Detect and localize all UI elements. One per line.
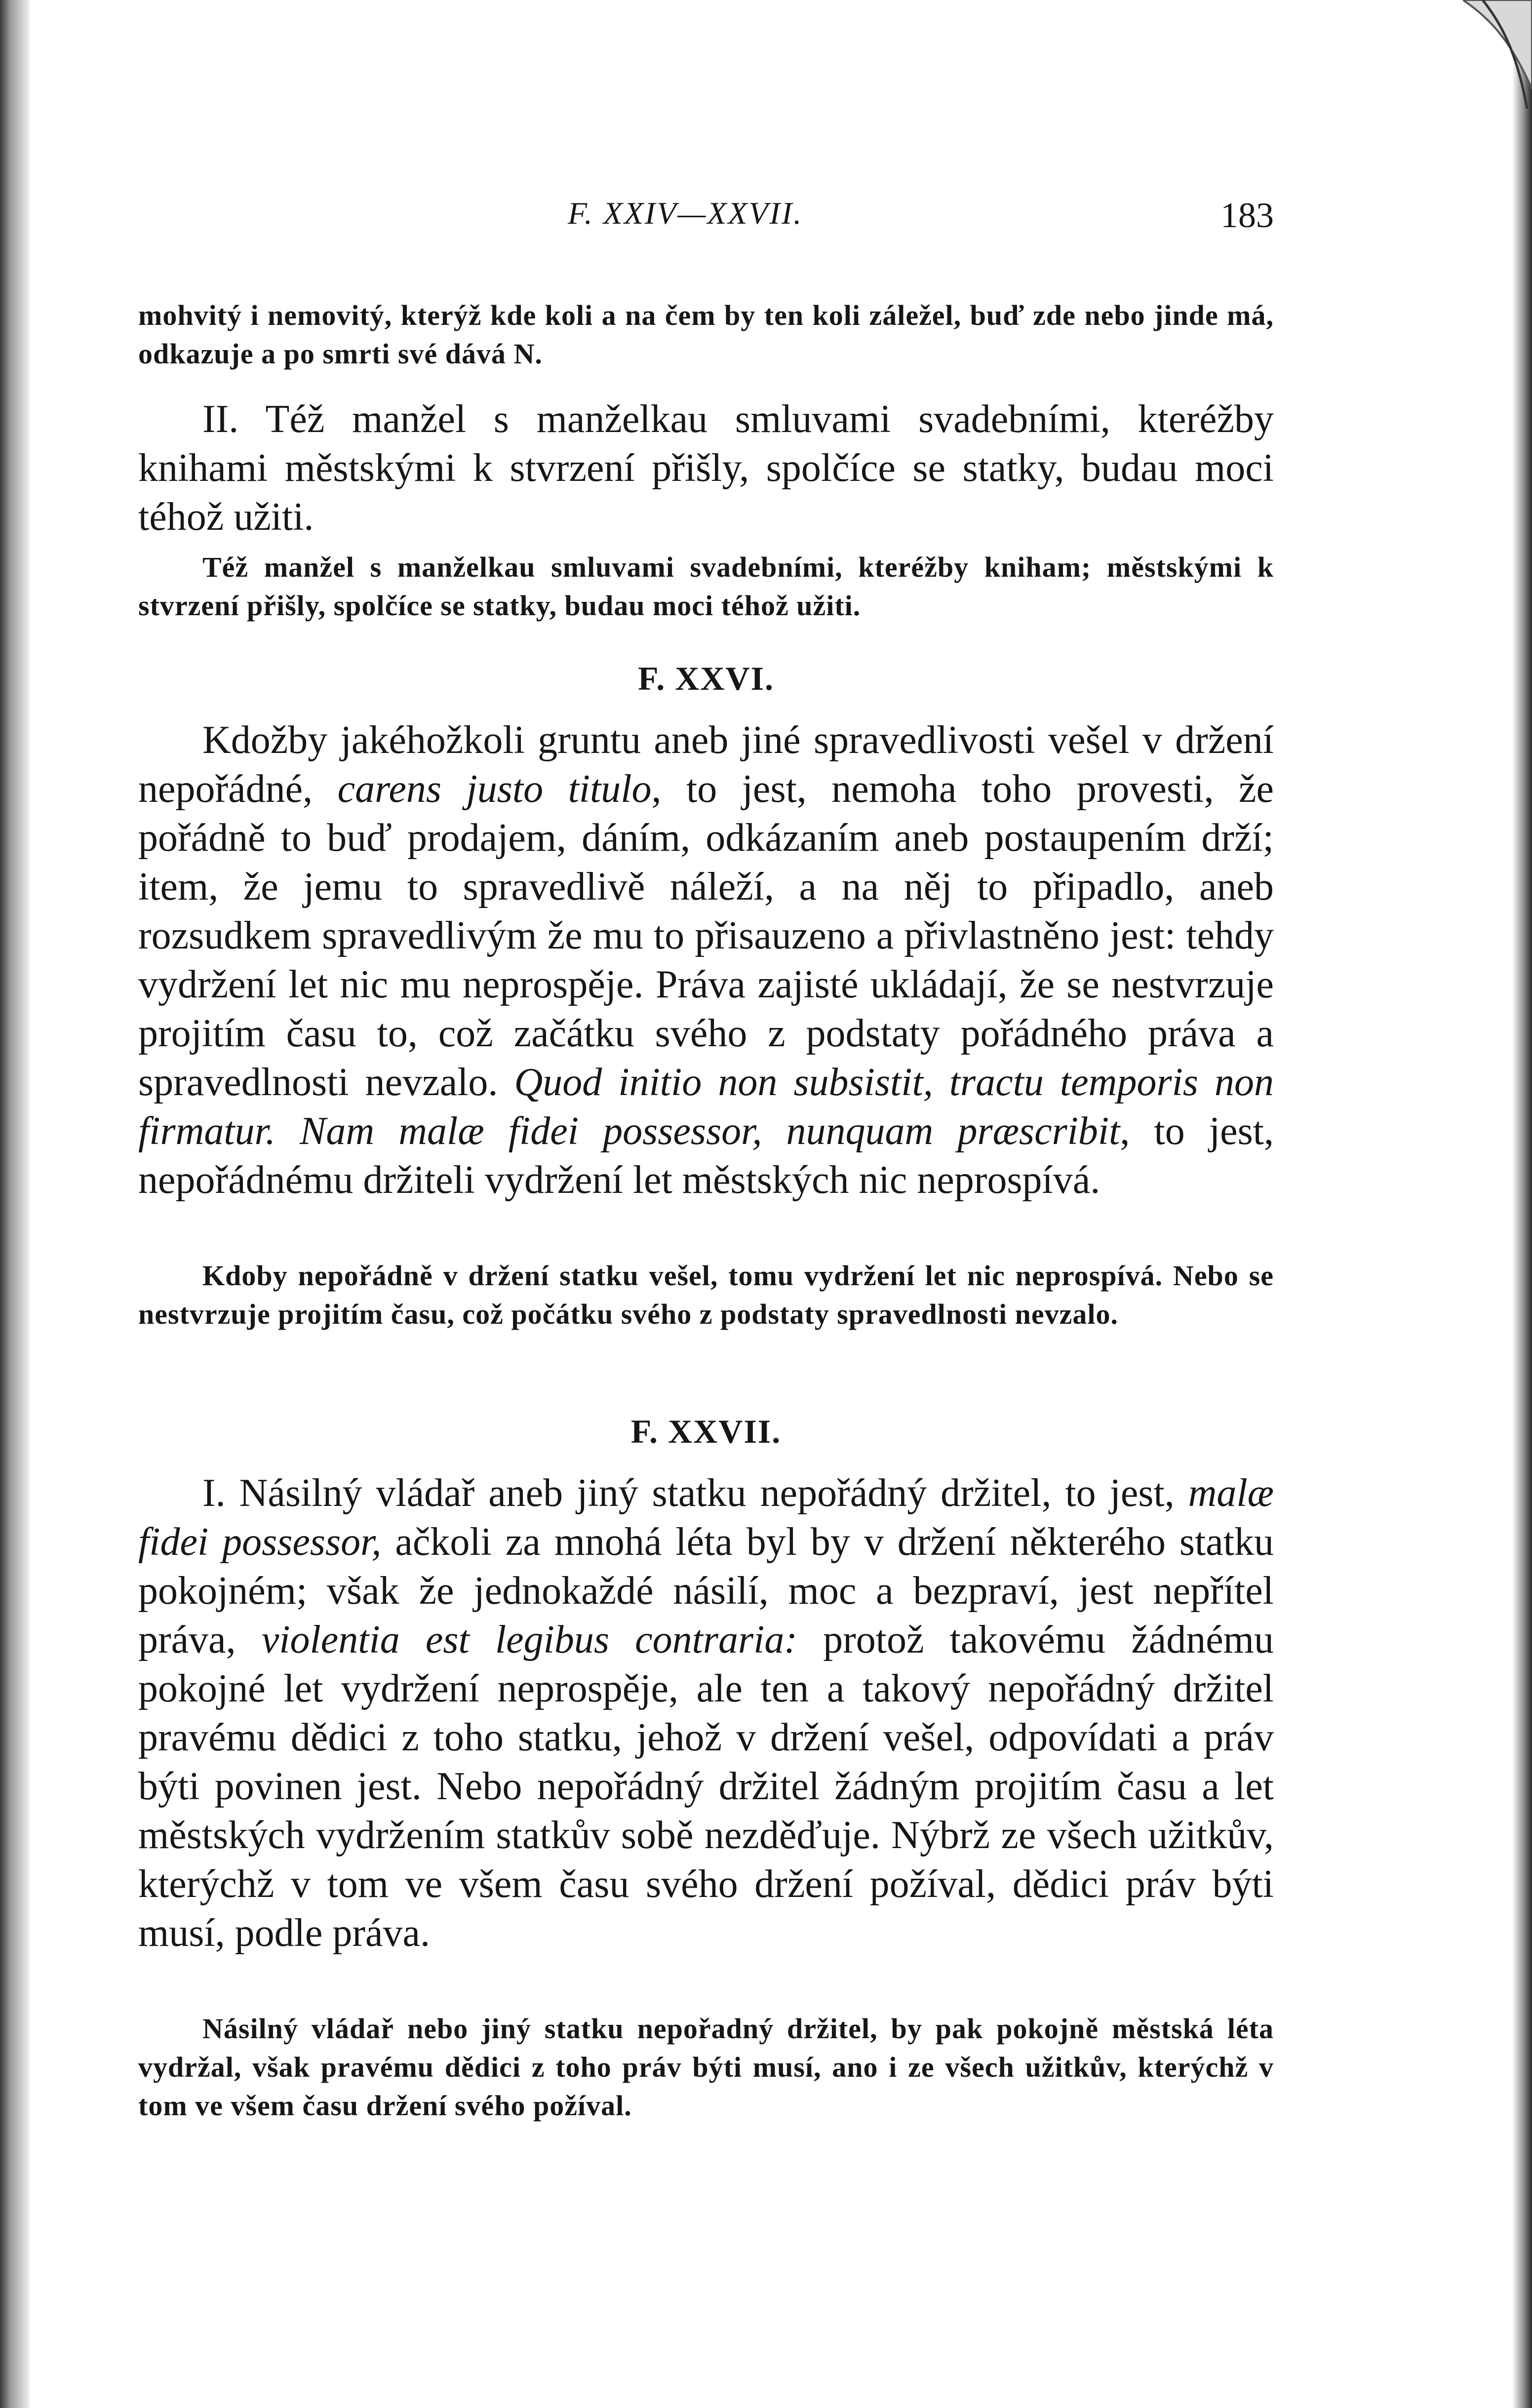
f27-note — [138, 2010, 1274, 2125]
f26-note — [138, 1257, 1274, 1334]
f27-note-text: Násilný vládař nebo jiný statku nepořadný držitel, by pak pokojně městská léta vydržal, však pravému dědici z toho práv býti musí, ano i ze všech užitkův, kterýchž v tom ve všem času držení svého požíval. — [138, 2013, 1274, 2122]
f26-text-1: Kdožby jakéhožkoli gruntu aneb jiné spravedlivosti vešel v držení nepořádné, — [138, 718, 1274, 811]
f27-text-3: protož takovému žádnému pokojné let vydržení neprospěje, ale ten a takový nepořádný držitel pravému dědici z toho statku, jehož v držení vešel, odpovídati a práv býti povinen jest. Nebo nepořádný držitel žádným projitím času a let městských vydržením statkův sobě nezděďuje. Nýbrž ze všech užitkův, kterýchž v tom ve všem času svého držení požíval, dědici práv býti musí, podle práva. — [138, 1618, 1274, 1955]
f27-body — [138, 1469, 1274, 1958]
continuation-note-text: mohvitý i nemovitý, kterýž kde koli a na čem by ten koli záležel, buď zde nebo jinde má, odkazuje a po smrti své dává N. — [138, 299, 1274, 370]
f26-text-3: , to jest, nepořádnému držiteli vydržení let městských nic neprospívá. — [138, 1109, 1274, 1202]
section-2-text: II. Též manžel s manželkau smluvami svadebními, kteréžby knihami městskými k stvrzení přišly, spolčíce se statky, budau moci téhož užiti. — [138, 397, 1274, 539]
f26-latin-1: carens justo titulo — [337, 767, 652, 811]
right-page-edge — [1512, 0, 1532, 2408]
f27-text-2: ačkoli za mnohá léta byl by v držení některého statku pokojném; však že jednokaždé násilí, moc a bezpraví, jest nepřítel práva, — [138, 1520, 1274, 1661]
f27-latin-1: malæ fidei possessor, — [138, 1471, 1274, 1564]
running-head — [138, 195, 1274, 244]
page-number: 183 — [1220, 196, 1274, 235]
corner-fold-mark — [1463, 0, 1532, 109]
f27-latin-2: violentia est legibus contraria: — [261, 1618, 797, 1661]
section-2-note-text: Též manžel s manželkau smluvami svadebními, kteréžby kniham; městskými k stvrzení přišly, spolčíce se statky, budau moci téhož užiti. — [138, 551, 1274, 622]
continuation-note — [138, 296, 1274, 373]
f27-paragraph — [138, 1469, 1274, 1958]
f26-latin-2: Quod initio non subsistit, tractu temporis non firmatur. Nam malæ fidei possessor, nunquam præscribit — [138, 1061, 1274, 1153]
left-scan-shadow — [0, 0, 30, 2408]
f26-heading — [138, 659, 1274, 698]
f26-body — [138, 716, 1274, 1205]
section-2 — [138, 395, 1274, 542]
f26-title: F. XXVI. — [637, 660, 775, 697]
f26-note-text: Kdoby nepořádně v držení statku vešel, tomu vydržení let nic neprospívá. Nebo se nestvrzuje projitím času, což počátku svého z podstaty spravedlnosti nevzalo. — [138, 1260, 1274, 1330]
f26-paragraph — [138, 716, 1274, 1205]
section-2-note — [138, 548, 1274, 625]
f26-text-2: , to jest, nemoha toho provesti, že pořádně to buď prodajem, dáním, odkázaním aneb postaupením drží; item, že jemu to spravedlivě náleží, a na něj to připadlo, aneb rozsudkem spravedlivým že mu to přisauzeno a přivlastněno jest: tehdy vydržení let nic mu neprospěje. Práva zajisté ukládají, že se nestvrzuje projitím času to, což začátku svého z podstaty pořádného práva a spravedlnosti nevzalo. — [138, 767, 1274, 1104]
running-head-title: F. XXIV—XXVII. — [568, 196, 803, 231]
f27-heading — [138, 1412, 1274, 1451]
f27-title: F. XXVII. — [630, 1413, 782, 1450]
f27-text-1: I. Násilný vládař aneb jiný statku nepořádný držitel, to jest, — [202, 1471, 1175, 1515]
